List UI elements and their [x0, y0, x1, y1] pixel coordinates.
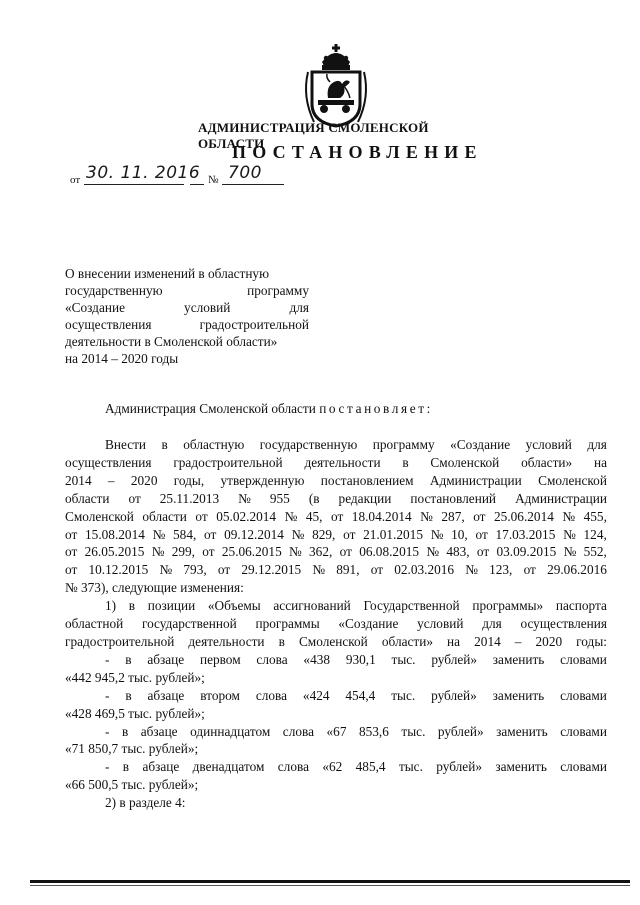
body-word: 891,: [336, 562, 360, 578]
body-line: «442 945,2 тыс. рублей»;: [65, 669, 205, 685]
body-word: -: [105, 723, 110, 739]
handwritten-number: 700: [228, 163, 262, 183]
body-word: 15.08.2014: [85, 526, 145, 542]
body-word: 454,4: [345, 687, 376, 703]
body-word: 485,4: [355, 759, 386, 775]
body-word: 25.06.2015: [221, 544, 282, 560]
body-word: двенадцатом: [192, 759, 265, 775]
body-word: области»: [521, 454, 573, 470]
body-word: 02.03.2016: [394, 562, 455, 578]
body-word: 29.06.2016: [547, 562, 607, 578]
body-word: «438: [303, 651, 331, 667]
body-line: [65, 472, 607, 490]
body-word: 455,: [583, 508, 607, 524]
body-word: –: [107, 472, 115, 488]
body-word: Администрации: [429, 472, 522, 488]
body-word: 45,: [305, 508, 323, 524]
body-word: годы,: [173, 472, 205, 488]
body-line: [65, 454, 607, 472]
document-meta-line: [70, 165, 290, 187]
body-line: «66 500,5 тыс. рублей»;: [65, 777, 199, 793]
body-word: №: [312, 562, 326, 578]
body-word: 483,: [446, 544, 470, 560]
body-word: осуществления: [65, 454, 152, 470]
body-word: слова: [282, 723, 314, 739]
body-word: 124,: [583, 526, 607, 542]
body-word: 930,1: [345, 651, 376, 667]
subject-line: О внесении изменений в областную: [65, 266, 270, 281]
body-word: Смоленской: [65, 508, 134, 524]
body-word: для: [482, 616, 502, 632]
document-subject: [65, 265, 309, 367]
body-line: «428 469,5 тыс. рублей»;: [65, 705, 205, 721]
body-line: [65, 723, 607, 741]
body-word: деятельности: [188, 633, 265, 649]
body-word: программу: [372, 437, 435, 452]
body-word: 10.12.2015: [88, 562, 149, 578]
body-line: [65, 651, 607, 669]
body-word: областной: [65, 616, 124, 632]
body-word: ассигнований: [273, 598, 351, 614]
body-word: 10,: [451, 526, 468, 542]
body-word: 793,: [183, 562, 207, 578]
body-word: государственную: [259, 437, 358, 452]
body-line: [65, 526, 607, 544]
body-word: градостроительной: [173, 454, 283, 470]
body-word: заменить: [492, 651, 545, 667]
body-word: 17.03.2015: [495, 526, 556, 542]
body-word: от: [65, 562, 78, 578]
body-word: №: [291, 526, 305, 542]
body-word: слова: [256, 651, 288, 667]
body-word: от: [473, 508, 486, 524]
body-word: на: [593, 454, 607, 470]
body-line: «71 850,7 тыс. рублей»;: [65, 741, 199, 757]
body-word: в: [122, 759, 130, 775]
body-word: от: [370, 562, 384, 578]
body-word: №: [420, 508, 433, 524]
body-word: 829,: [312, 526, 336, 542]
body-word: «67: [326, 723, 347, 739]
body-word: программы»: [472, 598, 544, 614]
body-word: в: [402, 454, 409, 470]
body-word: «Создание: [450, 437, 511, 452]
body-word: заменить: [495, 759, 547, 775]
body-word: рублей»: [431, 651, 477, 667]
body-word: рублей»: [437, 723, 484, 739]
body-word: годы:: [576, 633, 607, 649]
preamble-verb: постановляет:: [319, 401, 433, 416]
number-underline: [222, 184, 284, 185]
body-word: от: [339, 544, 352, 560]
body-word: 2014: [474, 633, 501, 649]
body-line: [65, 597, 607, 615]
body-word: в: [125, 651, 132, 667]
body-word: 1): [105, 598, 117, 614]
subject-line: государственную программу: [65, 283, 309, 298]
body-word: градостроительной: [65, 633, 175, 649]
body-word: от: [202, 544, 215, 560]
body-word: 05.02.2014: [216, 508, 277, 524]
subject-line: «Создание условий для: [65, 300, 309, 315]
body-word: условий: [417, 616, 464, 632]
body-word: условий: [525, 437, 572, 452]
body-word: 06.08.2015: [359, 544, 420, 560]
document-type-title: ПОСТАНОВЛЕНИЕ: [232, 142, 483, 162]
body-line: [65, 543, 607, 561]
body-word: паспорта: [555, 598, 607, 614]
body-word: утвержденную: [220, 472, 305, 488]
body-word: от: [128, 490, 141, 506]
body-word: 25.11.2013: [159, 490, 220, 506]
body-word: Государственной: [363, 598, 460, 614]
body-line: [65, 615, 607, 633]
body-word: Смоленской: [298, 633, 368, 649]
body-word: первом: [199, 651, 241, 667]
body-word: №: [465, 562, 478, 578]
body-word: «Объемы: [207, 598, 261, 614]
body-word: абзаце: [147, 651, 185, 667]
body-word: деятельности: [304, 454, 381, 470]
coat-of-arms-emblem: [300, 42, 372, 128]
body-word: 287,: [441, 508, 465, 524]
body-word: тыс.: [391, 687, 416, 703]
document-body: [65, 436, 607, 812]
body-word: абзаце: [147, 687, 185, 703]
body-word: от: [65, 526, 78, 542]
body-word: в: [125, 687, 132, 703]
body-word: от: [475, 526, 488, 542]
body-word: словами: [560, 723, 607, 739]
body-line: [65, 561, 607, 579]
body-word: №: [151, 544, 165, 560]
footer-rule: [30, 880, 630, 883]
body-word: втором: [200, 687, 240, 703]
body-word: редакции: [338, 490, 392, 506]
body-word: 362,: [309, 544, 333, 560]
body-line: [65, 758, 607, 776]
body-word: №: [563, 526, 576, 542]
body-word: 21.01.2015: [363, 526, 423, 542]
body-word: Внести: [105, 437, 147, 452]
number-label: №: [208, 174, 219, 186]
body-word: области: [142, 508, 187, 524]
body-line: 2) в разделе 4:: [105, 795, 186, 811]
body-word: одиннадцатом: [190, 723, 271, 739]
body-word: «Создание: [338, 616, 399, 632]
body-word: 123,: [489, 562, 513, 578]
body-word: от: [343, 526, 356, 542]
body-word: 584,: [173, 526, 197, 542]
body-word: словами: [560, 687, 607, 703]
body-word: 29.12.2015: [241, 562, 302, 578]
body-word: Смоленской: [430, 454, 500, 470]
body-word: №: [563, 544, 577, 560]
body-word: тыс.: [398, 759, 423, 775]
preamble: [105, 400, 640, 418]
body-word: «62: [322, 759, 343, 775]
body-word: 552,: [583, 544, 607, 560]
body-word: слова: [277, 759, 309, 775]
body-word: №: [430, 526, 444, 542]
body-word: словами: [560, 651, 607, 667]
date-gap-underline: [190, 184, 204, 185]
body-word: 853,6: [358, 723, 389, 739]
body-word: 26.05.2015: [84, 544, 145, 560]
body-word: в: [161, 437, 168, 452]
subject-line: на 2014 – 2020 годы: [65, 351, 179, 366]
body-word: позиции: [147, 598, 196, 614]
body-word: 25.06.2014: [494, 508, 554, 524]
body-word: от: [204, 526, 217, 542]
organization-name: АДМИНИСТРАЦИЯ СМОЛЕНСКОЙ ОБЛАСТИ: [198, 120, 429, 151]
body-word: №: [159, 562, 173, 578]
body-word: 299,: [171, 544, 195, 560]
body-word: государственной: [141, 616, 237, 632]
body-word: тыс.: [401, 723, 426, 739]
body-word: тыс.: [391, 651, 416, 667]
body-word: 955: [269, 490, 290, 506]
body-word: абзаце: [140, 723, 178, 739]
body-word: областную: [183, 437, 245, 452]
footer-rule-thin: [30, 885, 630, 886]
body-word: от: [65, 544, 78, 560]
body-word: -: [105, 759, 110, 775]
body-word: (в: [308, 490, 320, 506]
body-word: -: [105, 687, 110, 703]
body-word: 2020: [535, 633, 563, 649]
body-word: -: [105, 651, 110, 667]
body-line: № 373), следующие изменения:: [65, 580, 244, 596]
date-underline: [84, 184, 184, 185]
body-line: [65, 436, 607, 454]
subject-line: осуществления градостроительной: [65, 317, 309, 332]
body-word: рублей»: [436, 759, 482, 775]
body-word: №: [152, 526, 166, 542]
body-word: постановлений: [410, 490, 497, 506]
body-word: №: [562, 508, 576, 524]
body-word: рублей»: [431, 687, 477, 703]
date-label: от: [70, 174, 81, 186]
body-word: в: [128, 598, 136, 614]
body-line: [65, 490, 607, 508]
body-word: «424: [302, 687, 330, 703]
body-word: 18.04.2014: [351, 508, 412, 524]
body-word: программы: [255, 616, 320, 632]
body-word: от: [476, 544, 490, 560]
body-word: абзаце: [142, 759, 180, 775]
body-word: №: [284, 508, 298, 524]
body-word: заменить: [496, 723, 548, 739]
subject-line: деятельности в Смоленской области»: [65, 334, 278, 349]
body-word: заменить: [492, 687, 545, 703]
body-line: [65, 508, 607, 526]
body-word: от: [330, 508, 344, 524]
body-word: №: [238, 490, 251, 506]
body-word: от: [217, 562, 231, 578]
body-word: Администрации: [515, 490, 607, 506]
body-word: в: [121, 723, 129, 739]
body-word: №: [426, 544, 440, 560]
body-word: от: [195, 508, 208, 524]
body-word: Смоленской: [538, 472, 607, 488]
body-word: 09.12.2014: [224, 526, 284, 542]
body-word: №: [289, 544, 302, 560]
body-word: на: [447, 633, 461, 649]
preamble-text: Администрация Смоленской области: [105, 401, 316, 416]
body-line: [65, 687, 607, 705]
body-word: 2020: [130, 472, 158, 488]
body-word: постановлением: [320, 472, 414, 488]
body-word: словами: [560, 759, 607, 775]
body-word: области: [65, 490, 110, 506]
body-word: 2014: [65, 472, 92, 488]
body-word: –: [514, 633, 522, 649]
handwritten-date: 30. 11. 2016: [86, 163, 201, 183]
body-word: области»: [381, 633, 433, 649]
body-line: [65, 633, 607, 651]
body-word: для: [587, 437, 607, 452]
body-word: осуществления: [520, 616, 607, 632]
body-word: слова: [255, 687, 288, 703]
body-word: от: [523, 562, 536, 578]
body-word: в: [278, 633, 285, 649]
body-word: 03.09.2015: [496, 544, 557, 560]
